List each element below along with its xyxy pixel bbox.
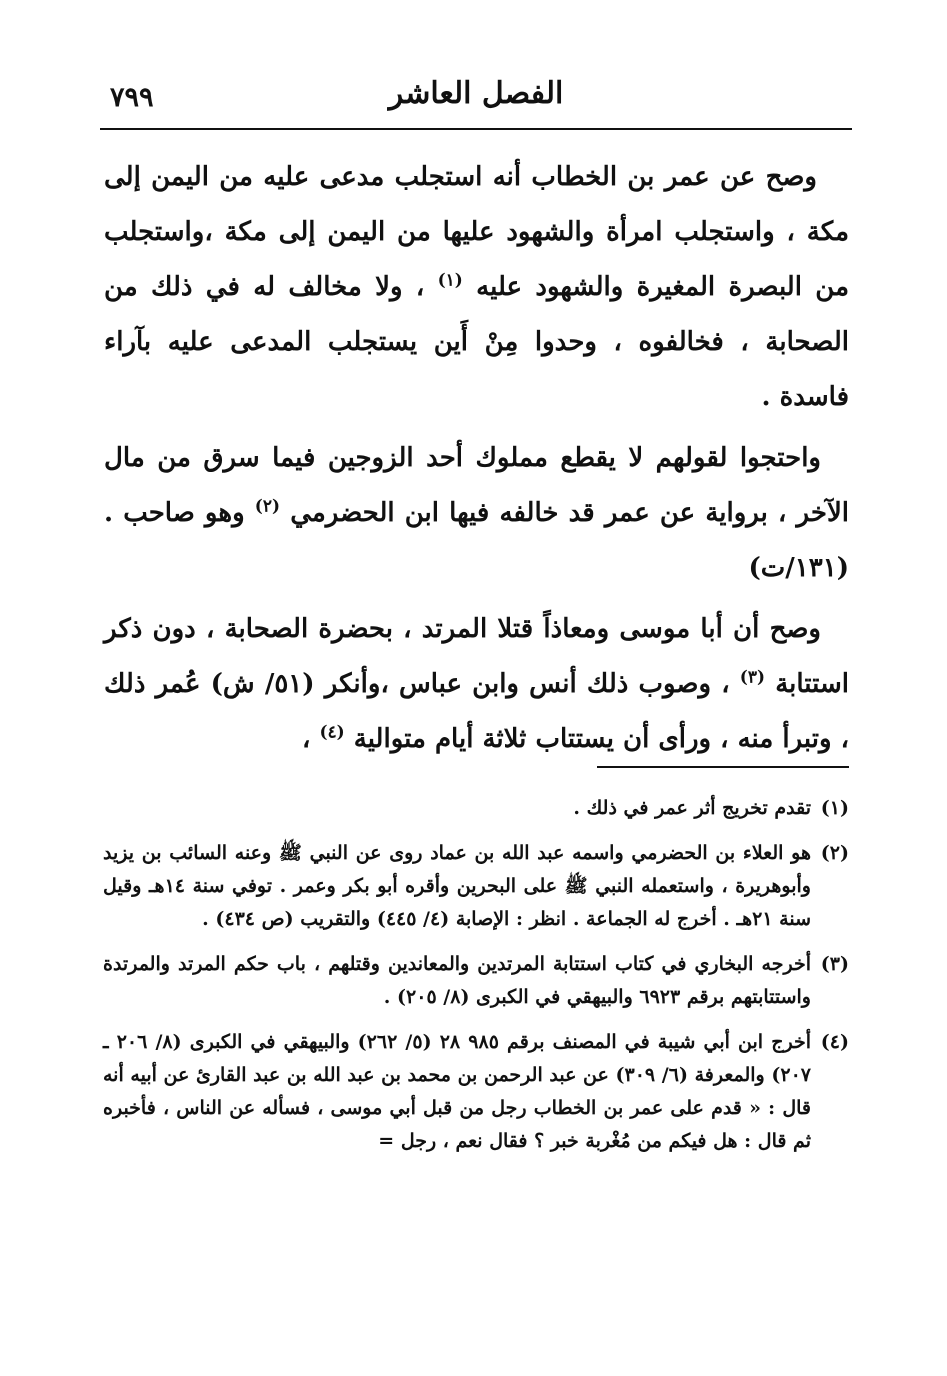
footnote-ref-4: (٤) [319, 722, 345, 743]
paragraph-text: وهو صاحب . (١٣١/ت) [104, 498, 849, 583]
footnotes [103, 792, 849, 1170]
paragraph-text: ، [302, 724, 311, 754]
paragraph-3 [104, 602, 849, 767]
paragraph-text: ، وصوب ذلك أنس وابن عباس ،وأنكر (٥١/ ش) عُمر ذلك ، وتبرأ منه ، ورأى أن يستتاب ثلاثة أيام متوالية [104, 669, 849, 754]
footnote-number: (٣) [820, 953, 849, 975]
footnote-3 [103, 948, 849, 1014]
footnote-divider [597, 766, 849, 768]
paragraph-text: ، ولا مخالف له في ذلك من الصحابة ، فخالفوه ، وحدوا مِنْ أَين يستجلب المدعى عليه بآراء فاسدة . [104, 272, 849, 412]
chapter-title: الفصل العاشر [388, 76, 564, 111]
footnote-text: أخرجه البخاري في كتاب استتابة المرتدين والمعاندين وقتلهم ، باب حكم المرتد والمرتدة واستتابتهم برقم ٦٩٢٣ والبيهقي في الكبرى (٨/ ٢٠٥) . [103, 953, 811, 1008]
footnote-number: (١) [820, 797, 849, 819]
footnote-1 [103, 792, 849, 825]
footnote-4 [103, 1026, 849, 1158]
paragraph-text: وصح أن أبا موسى ومعاذاً قتلا المرتد ، بحضرة الصحابة ، دون ذكر استتابة [104, 614, 849, 699]
page-header [100, 70, 852, 128]
paragraph-text: وصح عن عمر بن الخطاب أنه استجلب مدعى عليه من اليمن إلى مكة ، واستجلب امرأة والشهود عليها من اليمن إلى مكة ،واستجلب من البصرة المغيرة والشهود عليه [104, 162, 849, 302]
footnote-number: (٢) [820, 842, 849, 864]
main-text [104, 150, 849, 773]
footnote-2 [103, 837, 849, 936]
footnote-text: أخرج ابن أبي شيبة في المصنف برقم ٩٨٥ ٢٨ (٥/ ٢٦٢) والبيهقي في الكبرى (٨/ ٢٠٦ ـ ٢٠٧) والمعرفة (٦/ ٣٠٩) عن عبد الرحمن بن محمد بن عبد الله بن عبد القارئ عن أبيه أنه قال : « قدم على عمر بن الخطاب رجل من قبل أبي موسى ، فسأله عن الناس ، فأخبره ثم قال : هل فيكم من مُغْربة خبر ؟ فقال نعم ، رجل = [103, 1031, 812, 1152]
footnote-text: هو العلاء بن الحضرمي واسمه عبد الله بن عماد روى عن النبي ﷺ وعنه السائب بن يزيد وأبوهريرة ، واستعمله النبي ﷺ على البحرين وأقره أبو بكر وعمر . توفي سنة ١٤هـ وقيل سنة ٢١هـ . أخرج له الجماعة . انظر : الإصابة (٤/ ٤٤٥) والتقريب (ص ٤٣٤) . [103, 842, 811, 930]
paragraph-2 [104, 431, 849, 596]
footnote-number: (٤) [820, 1031, 849, 1053]
page-number: ٧٩٩ [110, 82, 154, 113]
footnote-ref-3: (٣) [739, 667, 766, 688]
paragraph-text: واحتجوا لقولهم لا يقطع مملوك أحد الزوجين فيما سرق من مال الآخر ، برواية عن عمر قد خالفه فيها ابن الحضرمي [104, 443, 849, 528]
footnote-ref-1: (١) [437, 270, 463, 291]
header-divider [100, 128, 852, 130]
footnote-text: تقدم تخريج أثر عمر في ذلك . [573, 797, 811, 819]
footnote-ref-2: (٢) [254, 496, 281, 517]
paragraph-1 [104, 150, 849, 425]
